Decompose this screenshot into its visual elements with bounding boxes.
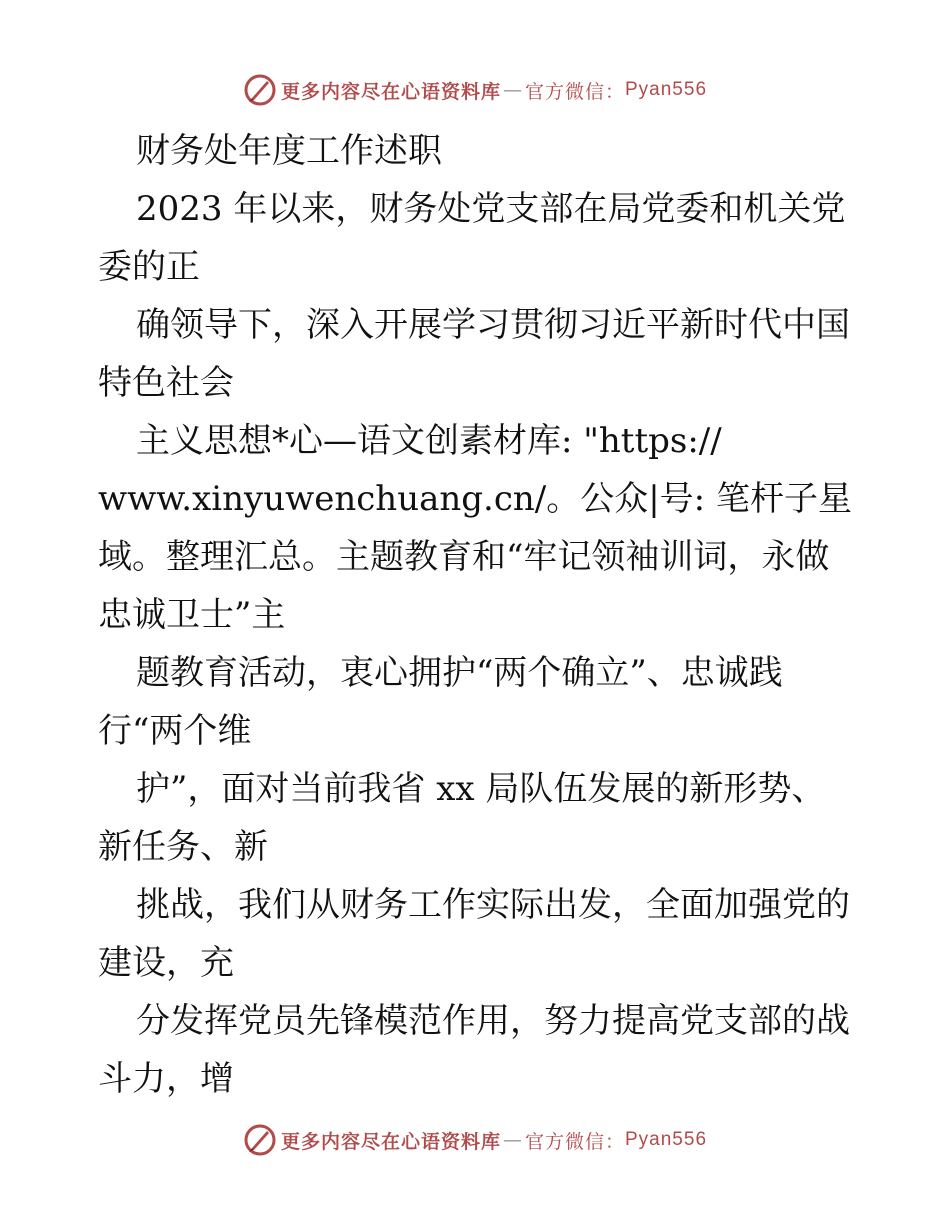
quill-pen-logo-icon [243, 1123, 277, 1157]
doc-line: 域。整理汇总。主题教育和“牢记领袖训词，永做 [98, 537, 830, 577]
doc-line: 挑战，我们从财务工作实际出发，全面加强党的 [136, 885, 850, 925]
quill-pen-logo-icon [243, 73, 277, 107]
doc-line: 分发挥党员先锋模范作用，努力提高党支部的战 [136, 1001, 850, 1041]
footer-banner-channel: 官方微信： [524, 1130, 625, 1153]
doc-line: 行“两个维 [98, 711, 252, 751]
header-banner-main: 更多内容尽在心语资料库 [280, 80, 501, 103]
doc-line: 2023 年以来，财务处党支部在局党委和机关党 [136, 189, 846, 229]
doc-line: 主义思想*心—语文创素材库: "https:// [136, 421, 722, 461]
header-banner-dash: — [502, 79, 523, 101]
footer-banner-text [281, 1127, 707, 1154]
footer-banner-wechat: Pyan556 [625, 1129, 708, 1150]
doc-line: 题教育活动，衷心拥护“两个确立”、忠诚践 [136, 653, 783, 693]
footer-banner-main: 更多内容尽在心语资料库 [280, 1130, 501, 1153]
doc-line: 护”，面对当前我省 xx 局队伍发展的新形势、 [136, 769, 826, 809]
doc-line: 建设，充 [98, 943, 234, 983]
doc-title: 财务处年度工作述职 [136, 131, 442, 171]
doc-line: www.xinyuwenchuang.cn/。公众|号: 笔杆子星 [98, 479, 852, 519]
doc-line: 委的正 [98, 247, 200, 287]
header-banner-channel: 官方微信： [524, 80, 625, 103]
doc-line: 斗力，增 [98, 1059, 234, 1099]
doc-line: 确领导下，深入开展学习贯彻习近平新时代中国 [136, 305, 850, 345]
header-banner-wechat: Pyan556 [625, 79, 708, 100]
document-body [98, 122, 858, 1108]
header-banner-text [281, 77, 707, 104]
footer-banner-dash: — [502, 1129, 523, 1151]
doc-line: 新任务、新 [98, 827, 268, 867]
footer-banner [0, 1120, 950, 1160]
doc-line: 特色社会 [98, 363, 234, 403]
doc-line: 忠诚卫士”主 [98, 595, 286, 635]
header-banner [0, 70, 950, 110]
